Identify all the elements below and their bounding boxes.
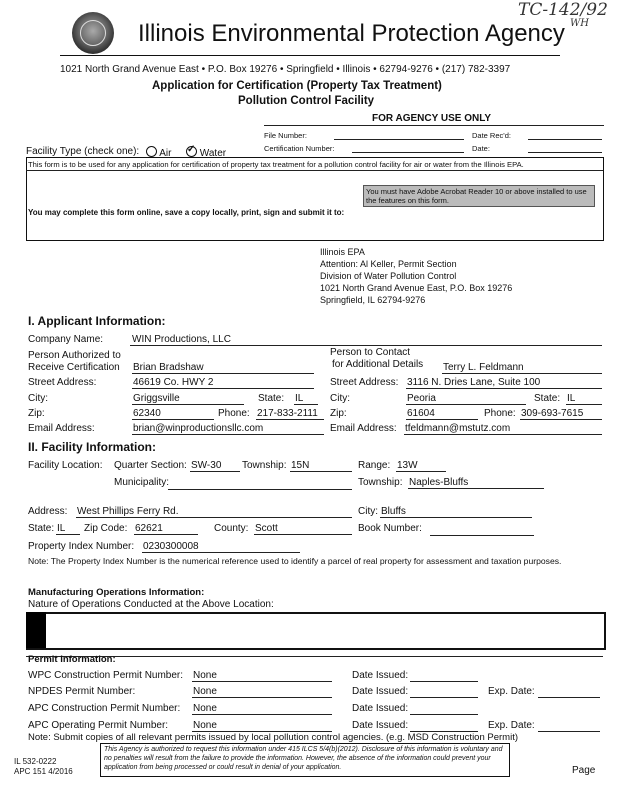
contact-state-value[interactable]: IL	[566, 393, 602, 405]
township-label: Township:	[242, 460, 287, 471]
company-label: Company Name:	[28, 334, 104, 345]
mail-to-line: Division of Water Pollution Control	[320, 271, 457, 281]
air-radio[interactable]	[146, 146, 157, 157]
email-label: Email Address:	[28, 423, 95, 434]
company-field-line	[130, 345, 602, 346]
mail-to-line: Illinois EPA	[320, 247, 365, 257]
contact-email-value[interactable]: tfeldmann@mstutz.com	[404, 423, 602, 435]
intro-rule	[26, 170, 603, 171]
facility-city-value[interactable]: Bluffs	[380, 506, 532, 518]
mail-to-line: Springfield, IL 62794-9276	[320, 295, 426, 305]
apc-construction-label: APC Construction Permit Number:	[28, 703, 181, 714]
contact-phone-value[interactable]: 309-693-7615	[520, 408, 602, 420]
quarter-value[interactable]: SW-30	[190, 460, 240, 472]
permit-note: Note: Submit copies of all relevant permits issued by local pollution control agencies. (e.g. MSD Construction Permit)	[28, 732, 518, 743]
water-radio[interactable]	[186, 146, 197, 157]
date-received-field[interactable]	[528, 139, 602, 140]
air-label: Air	[159, 148, 172, 159]
permit-heading: Permit Information:	[28, 654, 116, 665]
auth-label-2: Receive Certification	[28, 362, 120, 373]
handwritten-case-number: TC-142/92	[518, 0, 608, 20]
agency-name: Illinois Environmental Protection Agency	[138, 20, 565, 47]
reader-note: You must have Adobe Acrobat Reader 10 or above installed to use the features on this form.	[363, 185, 595, 207]
form-title: Application for Certification (Property Tax Treatment)	[152, 80, 442, 92]
npdes-exp-field[interactable]	[538, 697, 600, 698]
apc-operating-label: APC Operating Permit Number:	[28, 720, 169, 731]
auth-label-1: Person Authorized to	[28, 350, 121, 361]
npdes-date-field[interactable]	[410, 697, 478, 698]
book-value[interactable]	[430, 523, 534, 536]
agency-seal	[72, 12, 114, 54]
pin-label: Property Index Number:	[28, 541, 135, 552]
pin-note: Note: The Property Index Number is the numerical reference used to identify a parcel of real property for assessment and taxation purposes.	[28, 556, 562, 566]
auth-person-value[interactable]: Brian Bradshaw	[132, 362, 314, 374]
intro-online: You may complete this form online, save a copy locally, print, sign and submit it to:	[28, 208, 345, 217]
county-value[interactable]: Scott	[254, 523, 352, 535]
city-value[interactable]: Griggsville	[132, 393, 244, 405]
nature-textarea[interactable]	[26, 612, 606, 650]
npdes-label: NPDES Permit Number:	[28, 686, 136, 697]
apc-operating-date-label: Date Issued:	[352, 720, 409, 731]
manufacturing-heading: Manufacturing Operations Information:	[28, 587, 205, 598]
facility-type-label: Facility Type (check one):	[26, 146, 140, 157]
apc-construction-date-field[interactable]	[410, 714, 478, 715]
facility-city-label: City:	[358, 506, 378, 517]
state-label: State:	[258, 393, 285, 404]
file-number-label: File Number:	[264, 131, 307, 140]
contact-person-value[interactable]: Terry L. Feldmann	[442, 362, 602, 374]
mail-to-line: Attention: Al Keller, Permit Section	[320, 259, 457, 269]
phone-value[interactable]: 217-833-2111	[256, 408, 324, 420]
township-name-value[interactable]: Naples-Bluffs	[408, 477, 544, 489]
facility-state-label: State:	[28, 523, 55, 534]
agency-address: 1021 North Grand Avenue East • P.O. Box 19276 • Springfield • Illinois • 62794-9276 • (217) 782-3397	[60, 64, 511, 75]
water-label: Water	[199, 148, 227, 159]
range-value[interactable]: 13W	[396, 460, 446, 472]
apc-operating-exp-field[interactable]	[538, 731, 600, 732]
cert-number-label: Certification Number:	[264, 144, 335, 153]
wpc-date-field[interactable]	[410, 681, 478, 682]
apc-operating-value[interactable]: None	[192, 720, 332, 732]
municipality-value[interactable]	[168, 477, 352, 490]
state-value[interactable]: IL	[294, 393, 318, 405]
phone-label: Phone:	[218, 408, 250, 419]
apc-operating-exp-label: Exp. Date:	[488, 720, 535, 731]
date-field[interactable]	[528, 152, 602, 153]
contact-label-2: for Additional Details	[332, 359, 424, 370]
wpc-date-label: Date Issued:	[352, 670, 409, 681]
location-label: Facility Location:	[28, 460, 103, 471]
municipality-label: Municipality:	[114, 477, 170, 488]
facility-heading: II. Facility Information:	[28, 440, 157, 454]
agency-use-heading: FOR AGENCY USE ONLY	[372, 113, 492, 124]
contact-email-label: Email Address:	[330, 423, 397, 434]
contact-street-label: Street Address:	[330, 377, 399, 388]
contact-label-1: Person to Contact	[330, 347, 411, 358]
facility-address-value[interactable]: West Phillips Ferry Rd.	[76, 506, 352, 518]
date-label: Date:	[472, 144, 490, 153]
county-label: County:	[214, 523, 249, 534]
street-label: Street Address:	[28, 377, 97, 388]
zip-value[interactable]: 62340	[132, 408, 214, 420]
contact-zip-label: Zip:	[330, 408, 347, 419]
contact-city-value[interactable]: Peoria	[406, 393, 526, 405]
form-subtitle: Pollution Control Facility	[238, 95, 375, 107]
contact-city-label: City:	[330, 393, 350, 404]
zip-label: Zip:	[28, 408, 45, 419]
page-label: Page	[572, 765, 596, 776]
form-id: IL 532-0222	[14, 757, 57, 766]
facility-zip-label: Zip Code:	[84, 523, 128, 534]
apc-construction-value[interactable]: None	[192, 703, 332, 715]
city-label: City:	[28, 393, 48, 404]
range-label: Range:	[358, 460, 391, 471]
email-value[interactable]: brian@winproductionsllc.com	[132, 423, 324, 435]
file-number-field[interactable]	[334, 139, 464, 140]
mail-to-block	[320, 246, 512, 306]
privacy-disclaimer: This Agency is authorized to request this information under 415 ILCS 5/4(b)(2012). Disclosure of this information is voluntary and no penalties will result from the failure to provide the information. However, the absence of the information could prevent your application from being processed or could result in denial of your application.	[100, 743, 510, 777]
wpc-label: WPC Construction Permit Number:	[28, 670, 184, 681]
form-revision: APC 151 4/2016	[14, 767, 73, 776]
npdes-date-label: Date Issued:	[352, 686, 409, 697]
book-label: Book Number:	[358, 523, 422, 534]
pin-value[interactable]: 0230300008	[142, 541, 300, 553]
header-rule	[60, 55, 560, 56]
nature-label: Nature of Operations Conducted at the Above Location:	[28, 599, 274, 610]
contact-state-label: State:	[534, 393, 561, 404]
agency-use-rule	[264, 125, 604, 126]
redaction-mark	[26, 612, 46, 648]
township-name-label: Township:	[358, 477, 403, 488]
contact-phone-label: Phone:	[484, 408, 516, 419]
date-received-label: Date Rec'd:	[472, 131, 511, 140]
wpc-value[interactable]: None	[192, 670, 332, 682]
applicant-heading: I. Applicant Information:	[28, 314, 166, 328]
contact-zip-value[interactable]: 61604	[406, 408, 478, 420]
mail-to-line: 1021 North Grand Avenue East, P.O. Box 19276	[320, 283, 513, 293]
handwritten-initials: WH	[570, 18, 589, 29]
company-value[interactable]: WIN Productions, LLC	[132, 334, 231, 345]
contact-street-value[interactable]: 3116 N. Dries Lane, Suite 100	[406, 377, 602, 389]
facility-zip-value[interactable]: 62621	[134, 523, 198, 535]
facility-state-value[interactable]: IL	[56, 523, 80, 535]
quarter-label: Quarter Section:	[114, 460, 187, 471]
cert-number-field[interactable]	[352, 152, 464, 153]
street-value[interactable]: 46619 Co. HWY 2	[132, 377, 314, 389]
facility-address-label: Address:	[28, 506, 68, 517]
npdes-value[interactable]: None	[192, 686, 332, 698]
township-value[interactable]: 15N	[290, 460, 352, 472]
apc-construction-date-label: Date Issued:	[352, 703, 409, 714]
intro-purpose: This form is to be used for any application for certification of property tax treatment for a pollution control facility for air or water from the Illinois EPA.	[28, 160, 524, 169]
npdes-exp-label: Exp. Date:	[488, 686, 535, 697]
